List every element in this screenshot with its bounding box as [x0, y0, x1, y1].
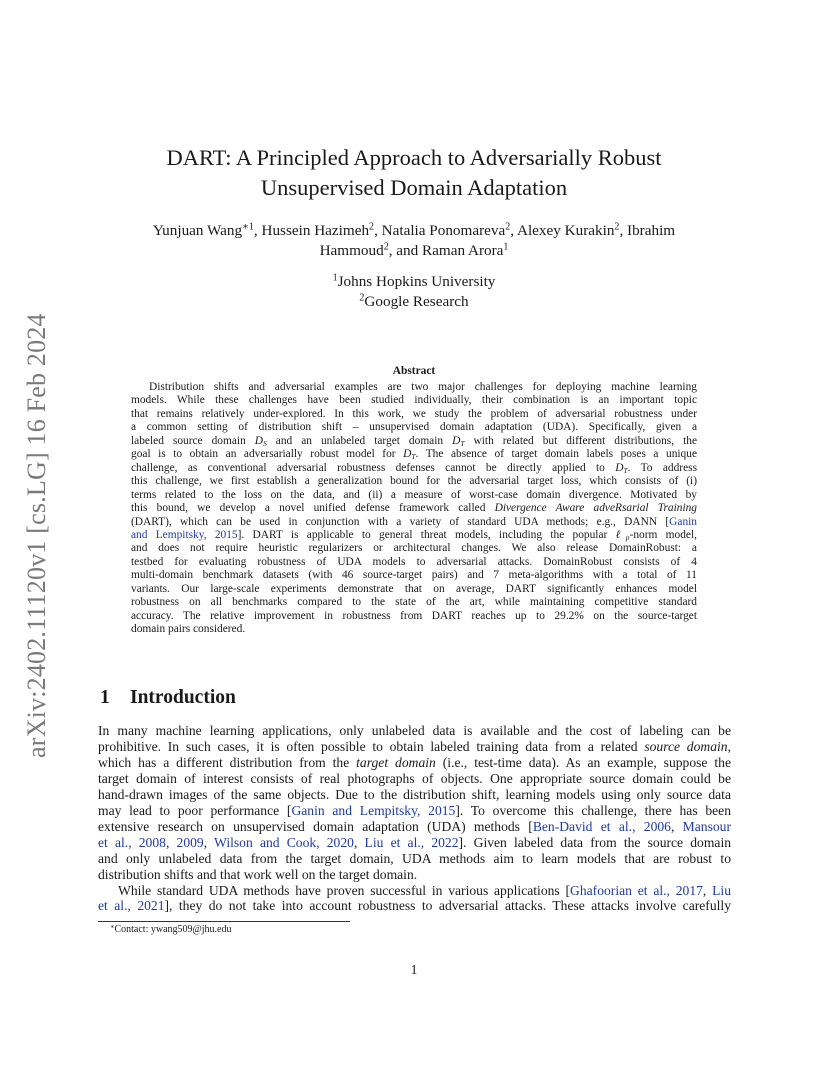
- abstract-line: a common setting of distribution shift – unsupervised domain adaptation (UDA). Specifically, given a: [131, 421, 697, 434]
- citation-link[interactable]: Mansour: [682, 818, 732, 834]
- citation-link[interactable]: Liu: [712, 882, 732, 898]
- author-list: [100, 221, 728, 260]
- title-line-2: Unsupervised Domain Adaptation: [260, 175, 568, 200]
- body-line: and only unlabeled data from the target domain, UDA methods aim to learn models that are robust to: [98, 850, 731, 866]
- abstract-line: this challenge, we first establish a generalization bound for the adversarial target loss, which consists of (i): [131, 475, 697, 488]
- body-line: In many machine learning applications, only unlabeled data is available and the cost of labeling can be: [98, 723, 731, 738]
- citation-link[interactable]: et al., 2008: [98, 834, 166, 850]
- title-line-1: DART: A Principled Approach to Adversarially Robust: [166, 145, 662, 170]
- citation-link[interactable]: et al., 2021: [98, 898, 165, 914]
- body-line: hand-drawn images of the same objects. Due to the distribution shift, learning models using only source data: [98, 786, 731, 802]
- abstract-line: domain pairs considered.: [131, 623, 246, 636]
- abstract-line: (DART), which can be used in conjunction with a variety of standard UDA methods; e.g., DANN [Ganin: [131, 515, 697, 528]
- abstract-line: models. While these challenges have been studied individually, their combination is an important topic: [131, 394, 697, 407]
- section-title: Introduction: [130, 687, 236, 708]
- body-line: may lead to poor performance [Ganin and Lempitsky, 2015]. To overcome this challenge, there has been: [98, 802, 732, 818]
- body-line: While standard UDA methods have proven successful in various applications [Ghafoorian et al., 2017, Liu: [118, 882, 732, 898]
- affiliation-1: $^1$Johns Hopkins University: [332, 272, 496, 290]
- affiliations: [200, 272, 628, 311]
- body-line: et al., 2021], they do not take into account robustness to adversarial attacks. These attacks involve carefully: [98, 898, 731, 914]
- body-line: prohibitive. In such cases, it is often possible to obtain labeled training data from a related source domain,: [98, 738, 731, 754]
- citation-link[interactable]: Wilson and Cook, 2020: [214, 834, 354, 850]
- citation-link[interactable]: Ghafoorian et al., 2017: [570, 882, 703, 898]
- abstract-line: terms related to the loss on the data, and (ii) a measure of worst-case domain divergence. Motivated by: [131, 488, 697, 501]
- abstract-line: labeled source domain $D_S$ and an unlabeled target domain $D_T$ with related but different distributions, the: [131, 434, 697, 448]
- author-line-1: Yunjuan Wang$^{∗1}$, Hussein Hazimeh$^2$, Natalia Ponomareva$^2$, Alexey Kurakin$^2$, Ibrahim: [152, 221, 676, 239]
- abstract-line: robustness on all benchmarks compared to the state of the art, while maintaining competitive standard: [131, 596, 697, 609]
- abstract-line: testbed for evaluating robustness of UDA models to adversarial attacks. DomainRobust consists of 4: [131, 555, 697, 568]
- abstract-line: that remains relatively under-explored. In this work, we study the problem of adversarial robustness under: [131, 407, 697, 420]
- paper-title: [120, 143, 708, 203]
- body-line: distribution shifts and that work well on the target domain.: [98, 866, 418, 882]
- abstract-body: [131, 381, 697, 637]
- abstract-line: variants. Our large-scale experiments demonstrate that on average, DART significantly enhances model: [131, 582, 697, 595]
- citation-link[interactable]: 2009: [176, 834, 204, 850]
- section-number: 1: [100, 687, 110, 708]
- citation-link[interactable]: Ben-David et al., 2006: [532, 818, 671, 834]
- body-line: et al., 2008, 2009, Wilson and Cook, 2020, Liu et al., 2022]. Given labeled data from the source domain: [98, 834, 732, 850]
- page-number: 1: [410, 962, 418, 977]
- citation-link[interactable]: and Lempitsky, 2015: [131, 528, 238, 541]
- abstract-line: challenge, as conventional adversarial robustness defenses cannot be directly applied to $D_T$. To address: [131, 461, 697, 475]
- affiliation-2: $^2$Google Research: [359, 291, 469, 310]
- abstract-line: and does not require heuristic regularizers or architectural changes. We also release DomainRobust: a: [131, 542, 697, 555]
- citation-link[interactable]: Ganin: [669, 515, 697, 528]
- abstract-line: this bound, we develop a novel unified defense framework called Divergence Aware adveRsarial Training: [131, 502, 698, 515]
- body-line: target domain of interest consists of real photographs of objects. One appropriate source domain could be: [98, 770, 731, 786]
- introduction-body: [98, 723, 731, 914]
- abstract-line: goal is to obtain an adversarially robust model for $D_T$. The absence of target domain labels poses a unique: [131, 448, 697, 462]
- footnote-divider: [98, 921, 350, 922]
- footnote: ∗Contact: ywang509@jhu.edu: [110, 923, 232, 935]
- citation-link[interactable]: Liu et al., 2022: [364, 834, 459, 850]
- section-heading-introduction: [100, 686, 236, 710]
- abstract-line: and Lempitsky, 2015]. DART is applicable to general threat models, including the popular ℓ$_p$-norm model,: [131, 528, 697, 542]
- arxiv-identifier: arXiv:2402.11120v1 [cs.LG] 16 Feb 2024: [22, 313, 51, 758]
- abstract-line: multi-domain benchmark datasets (with 46 source-target pairs) and 7 meta-algorithms with a total of 11: [131, 569, 697, 582]
- author-line-2: Hammoud$^2$, and Raman Arora$^1$: [319, 240, 509, 259]
- abstract-line: accuracy. The relative improvement in robustness from DART reaches up to 29.2% on the source-target: [131, 609, 697, 622]
- body-line: which has a different distribution from the target domain (i.e., test-time data). As an example, suppose the: [98, 754, 731, 770]
- citation-link[interactable]: Ganin and Lempitsky, 2015: [291, 802, 456, 818]
- abstract-heading: Abstract: [392, 365, 436, 377]
- body-line: extensive research on unsupervised domain adaptation (UDA) methods [Ben-David et al., 2006, Mansour: [98, 818, 732, 834]
- abstract-line: Distribution shifts and adversarial examples are two major challenges for deploying machine learning: [149, 381, 697, 393]
